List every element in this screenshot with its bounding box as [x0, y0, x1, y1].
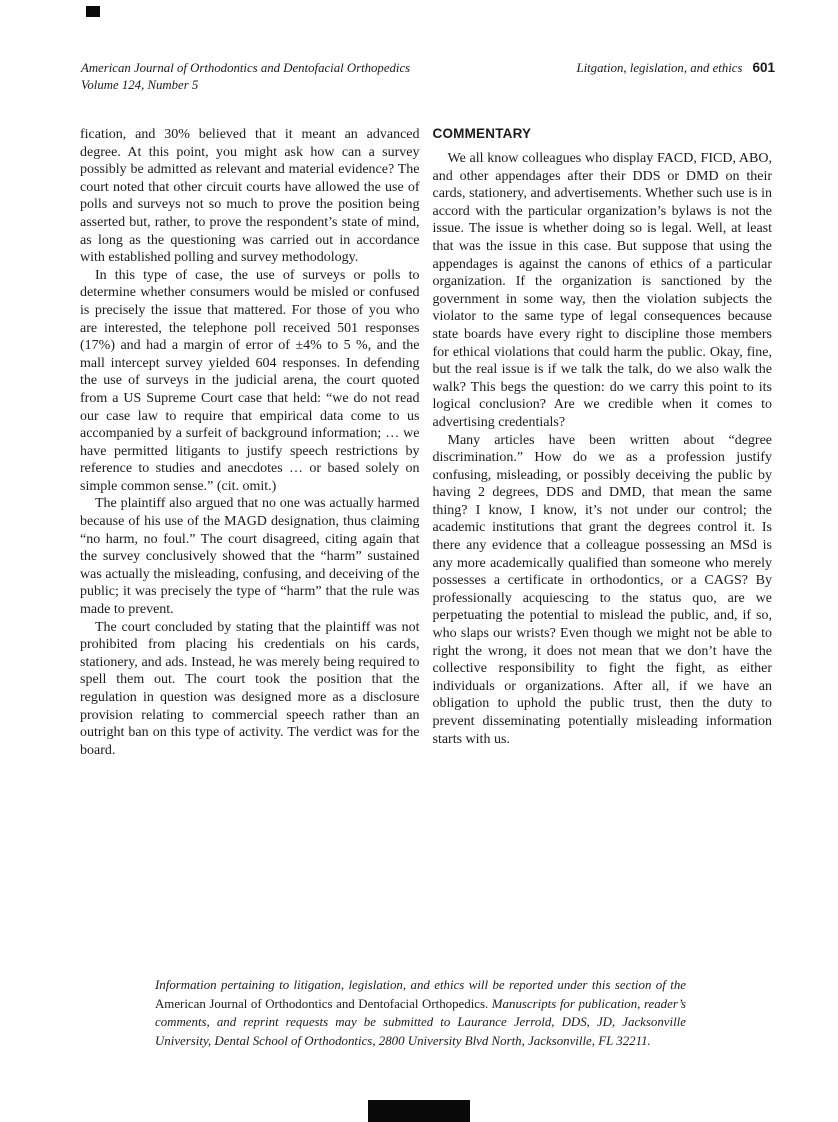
- commentary-heading: COMMENTARY: [432, 126, 532, 141]
- body-paragraph: Many articles have been written about “degree discrimination.” How do we as a profession justify confusing, misleading, or possibly deceiving the public by having 2 degrees, DDS and DMD, that mean the same thing? I know, I know, it’s not under our control; the academic institutions that grant the degrees control it. Is there any evidence that a colleague possessing an MSd is any more academically qualified than someone who merely possesses a certificate in orthodontics, or a CAGS? By professionally acquiescing to the status quo, are we perpetuating the potential to mislead the public, and, if so, who slaps our wrists? Even though we might not be able to right the wrong, it does not mean that we don’t have the collective responsibility to fight the fight, as either individuals or organizations. After all, if we have an obligation to uphold the public trust, then the duty to prevent disseminating potentially misleading information starts with us.: [432, 432, 772, 747]
- left-column: [80, 126, 420, 759]
- footer-italic-lead: Information pertaining to litigation, legislation, and ethics will be reported under this section of the: [155, 978, 686, 992]
- footer-journal-name: American Journal of Orthodontics and Dentofacial Orthopedics.: [155, 996, 489, 1011]
- scan-artifact-bar: [368, 1100, 470, 1122]
- article-body: [80, 126, 772, 759]
- body-paragraph: In this type of case, the use of surveys or polls to determine whether consumers would be misled or confused is precisely the issue that mattered. For those of you who are interested, the telephone poll received 501 responses (17%) and had a margin of error of ±4% to 5 %, and the mall intercept survey yielded 604 responses. In defending the use of surveys in the judicial arena, the court quoted from a US Supreme Court case that held: “we do not read our case law to require that empirical data come to us accompanied by a surfeit of background information; … we have permitted litigants to justify speech restrictions by reference to studies and anecdotes … or based solely on simple common sense.” (cit. omit.): [80, 267, 420, 494]
- body-paragraph: The plaintiff also argued that no one was actually harmed because of his use of the MAGD designation, thus claiming “no harm, no foul.” The court disagreed, citing again that the survey conclusively showed that the “harm” sustained was actually the misleading, confusing, and deceiving of the public; it was precisely the type of “harm” that the rule was made to prevent.: [80, 496, 420, 618]
- journal-title: American Journal of Orthodontics and Dentofacial Orthopedics: [81, 61, 411, 75]
- journal-identification: [81, 60, 410, 93]
- footer-italic-tail: Manuscripts for publication, reader’s comments, and reprint requests may be submitted to Laurance Jerrold, DDS, JD, Jacksonville University, Dental School of Orthodontics, 2800 University Blvd North, Jacksonville, FL 32211.: [155, 996, 686, 1048]
- section-footer-note: [155, 976, 686, 1050]
- scan-artifact-mark: [86, 6, 100, 17]
- right-column: [433, 126, 773, 759]
- body-paragraph: fication, and 30% believed that it meant an advanced degree. At this point, you might ask how can a survey possibly be admitted as relevant and material evidence? The court noted that other circuit courts have allowed the use of polls and surveys not so much to prove the position being asserted but, rather, to prove the respondent’s state of mind, as long as the questioning was carried out in accordance with established polling and survey methodology.: [80, 127, 420, 266]
- body-paragraph: We all know colleagues who display FACD, FICD, ABO, and other appendages after their DDS or DMD on their cards, stationery, and advertisements. Whether such use is in accord with the particular organization’s bylaws is not the issue. The issue is whether doing so is legal. Well, at least that was the issue in this case. But suppose that using the appendages is against the canons of ethics of a particular organization. If the organization is sanctioned by the government in some way, then the violation subjects the violator to the same type of legal consequences because state boards have every right to discipline those members for ethical violations that could harm the public. Okay, fine, but the real issue is if we talk the talk, do we also walk the walk? This begs the question: do we carry this point to its logical conclusion? Are we credible when it comes to advertising credentials?: [432, 151, 772, 430]
- running-header: [81, 60, 775, 93]
- volume-number-line: Volume 124, Number 5: [81, 77, 199, 92]
- body-paragraph: The court concluded by stating that the plaintiff was not prohibited from placing his credentials on his cards, stationery, and ads. Instead, he was merely being required to spell them out. The court took the position that the regulation in question was designed more as a disclosure provision relating to commercial speech rather than an outright ban on this type of activity. The verdict was for the board.: [80, 619, 420, 758]
- section-running-title: Litgation, legislation, and ethics: [576, 61, 743, 75]
- page-number: 601: [752, 60, 775, 75]
- running-head-right: [576, 60, 775, 77]
